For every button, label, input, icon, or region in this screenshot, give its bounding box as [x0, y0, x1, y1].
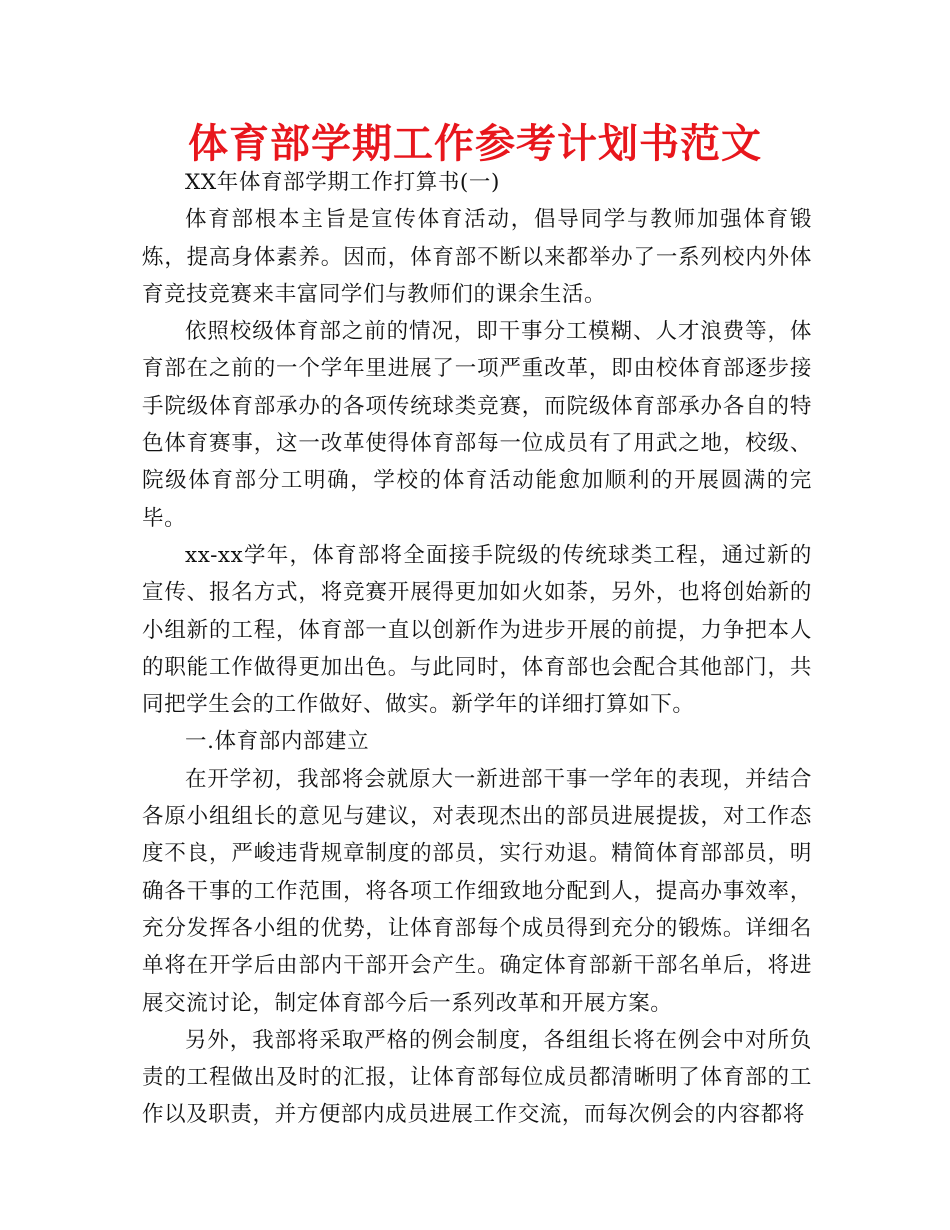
- body-paragraph: 体育部根本主旨是宣传体育活动，倡导同学与教师加强体育锻炼，提高身体素养。因而，体育部不断以来都举办了一系列校内外体育竞技竞赛来丰富同学们与教师们的课余生活。: [142, 207, 812, 307]
- body-paragraph: xx-xx学年，体育部将全面接手院级的传统球类工程，通过新的宣传、报名方式，将竞赛开展得更加如火如荼，另外，也将创始新的小组新的工程，体育部一直以创新作为进步开展的前提，力争把本人的职能工作做得更加出色。与此同时，体育部也会配合其他部门，共同把学生会的工作做好、做实。新学年的详细打算如下。: [142, 542, 812, 718]
- document-subtitle: XX年体育部学期工作打算书(一): [185, 170, 500, 195]
- document-title: 体育部学期工作参考计划书范文: [188, 121, 762, 167]
- section-heading: 一.体育部内部建立: [185, 729, 370, 755]
- body-paragraph: 依照校级体育部之前的情况，即干事分工模糊、人才浪费等，体育部在之前的一个学年里进展了一项严重改革，即由校体育部逐步接手院级体育部承办的各项传统球类竞赛，而院级体育部承办各自的特色体育赛事，这一改革使得体育部每一位成员有了用武之地，校级、院级体育部分工明确，学校的体育活动能愈加顺利的开展圆满的完毕。: [142, 319, 812, 531]
- section-paragraph: 另外，我部将采取严格的例会制度，各组组长将在例会中对所负责的工程做出及时的汇报，让体育部每位成员都清晰明了体育部的工作以及职责，并方便部内成员进展工作交流，而每次例会的内容都将: [142, 1027, 812, 1128]
- section-paragraph: 在开学初，我部将会就原大一新进部干事一学年的表现，并结合各原小组组长的意见与建议，对表现杰出的部员进展提拔，对工作态度不良，严峻违背规章制度的部员，实行劝退。精简体育部部员，明确各干事的工作范围，将各项工作细致地分配到人，提高办事效率，充分发挥各小组的优势，让体育部每个成员得到充分的锻炼。详细名单将在开学后由部内干部开会产生。确定体育部新干部名单后，将进展交流讨论，制定体育部今后一系列改革和开展方案。: [142, 766, 812, 1016]
- document-body: [142, 164, 812, 1134]
